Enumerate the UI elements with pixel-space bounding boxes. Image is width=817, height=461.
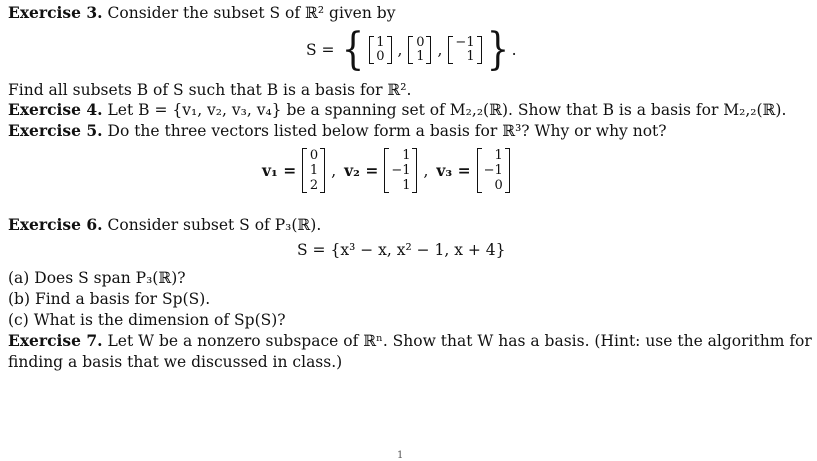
matrix-cell: −1 xyxy=(455,35,475,50)
page-number: 1 xyxy=(397,450,404,461)
vector-cell: 0 xyxy=(494,178,503,193)
vector-cell: 1 xyxy=(402,148,411,163)
vector-1 xyxy=(302,148,325,193)
exercise-5-vectors-display: v₁ = 0 1 2 , v₂ = 1 −1 1 , v₃ = 1 −1 0 xyxy=(262,148,512,193)
exercise-3-line xyxy=(8,3,395,23)
exercise-7-text-2: finding a basis that we discussed in class.) xyxy=(8,353,343,371)
vector-cell: −1 xyxy=(483,163,503,178)
right-brace: } xyxy=(486,24,509,75)
vector-2 xyxy=(384,148,417,193)
vector-3-label: v₃ = xyxy=(436,161,471,180)
exercise-4-text: Let B = {v₁, v₂, v₃, v₄} be a spanning set of M₂,₂(ℝ). Show that B is a basis for M₂,₂(ℝ). xyxy=(107,101,787,119)
vector-cell: 0 xyxy=(309,148,319,163)
vector-cell: 2 xyxy=(309,178,319,193)
exercise-4-title: Exercise 4. xyxy=(8,100,103,119)
exercise-6-part-b: (b) Find a basis for Sp(S). xyxy=(8,290,211,308)
exercise-7-title: Exercise 7. xyxy=(8,331,103,350)
exercise-6-title: Exercise 6. xyxy=(8,215,103,234)
exercise-3-title: Exercise 3. xyxy=(8,3,103,22)
exercise-6-set: S = {x³ − x, x² − 1, x + 4} xyxy=(297,241,506,259)
matrix-3 xyxy=(448,36,481,64)
exercise-3-followup: Find all subsets B of S such that B is a basis for ℝ². xyxy=(8,81,412,99)
vector-cell: −1 xyxy=(391,163,411,178)
matrix-cell: 1 xyxy=(416,49,425,64)
vector-cell: 1 xyxy=(494,148,503,163)
exercise-6-part-a: (a) Does S span P₃(ℝ)? xyxy=(8,269,186,287)
exercise-4-line xyxy=(8,100,786,120)
vector-cell: 1 xyxy=(402,178,411,193)
set-label: S = xyxy=(306,41,335,59)
exercise-3-set-display: S = { 1 0 , 0 1 , −1 1 } . xyxy=(306,24,517,75)
left-brace: { xyxy=(341,24,364,75)
exercise-6-text: Consider subset S of P₃(ℝ). xyxy=(107,216,322,234)
vector-3 xyxy=(477,148,510,193)
exercise-6-part-c: (c) What is the dimension of Sp(S)? xyxy=(8,311,286,329)
exercise-7-line xyxy=(8,331,812,351)
vector-2-label: v₂ = xyxy=(344,161,379,180)
exercise-6-line xyxy=(8,215,321,235)
matrix-2 xyxy=(408,36,431,64)
exercise-5-title: Exercise 5. xyxy=(8,121,103,140)
exercise-7-text-1: Let W be a nonzero subspace of ℝⁿ. Show that W has a basis. (Hint: use the algorithm for xyxy=(107,332,812,350)
matrix-cell: 1 xyxy=(466,49,475,64)
vector-cell: 1 xyxy=(309,163,319,178)
matrix-1 xyxy=(369,36,392,64)
matrix-cell: 0 xyxy=(416,35,425,50)
exercise-5-text: Do the three vectors listed below form a basis for ℝ³? Why or why not? xyxy=(107,122,667,140)
vector-1-label: v₁ = xyxy=(262,161,297,180)
matrix-cell: 0 xyxy=(376,49,385,64)
exercise-5-line xyxy=(8,121,667,141)
exercise-3-text: Consider the subset S of ℝ² given by xyxy=(107,4,396,22)
matrix-cell: 1 xyxy=(376,35,385,50)
